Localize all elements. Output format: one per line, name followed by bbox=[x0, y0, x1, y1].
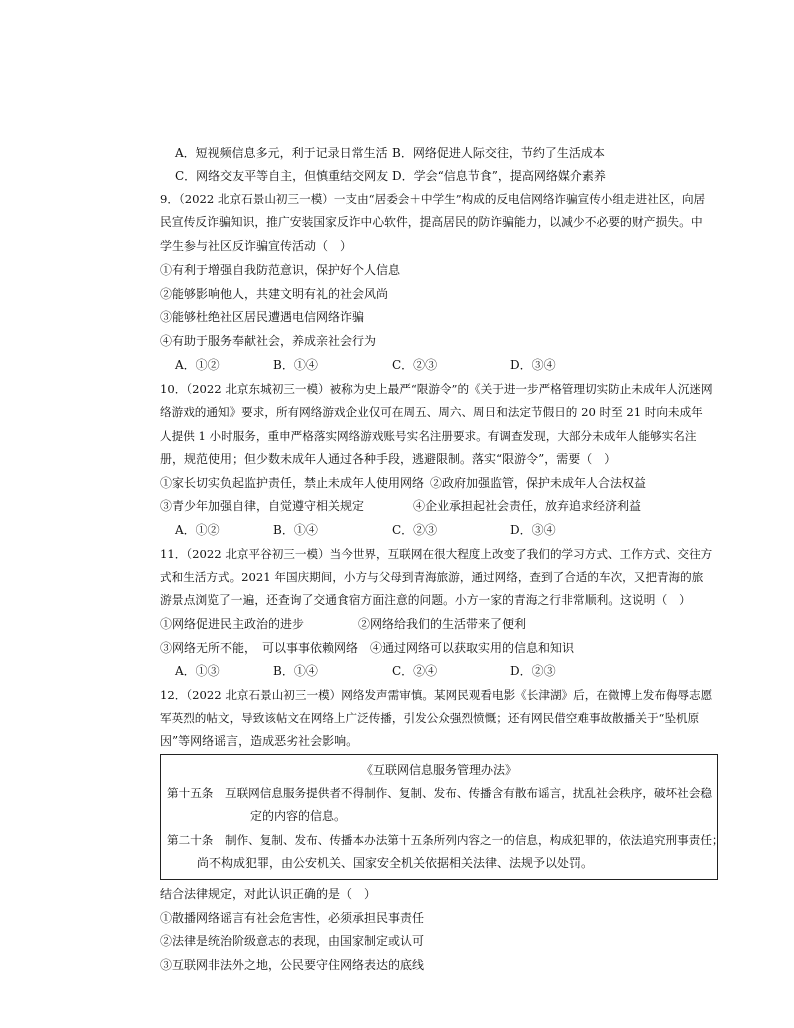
q9-option-a: A．①② bbox=[175, 358, 220, 372]
law-article-15-line-2: 定的内容的信息。 bbox=[250, 809, 347, 823]
q10-stem-line-1: 10．（2022 北京东城初三一模）被称为史上最严“限游令”的《关于进一步严格管理切实防止未成年人沉迷网 bbox=[160, 382, 713, 396]
q11-item-2: ②网络给我们的生活带来了便利 bbox=[358, 617, 527, 631]
law-article-15-line-1: 第十五条 互联网信息服务提供者不得制作、复制、发布、传播含有散布谣言，扰乱社会秩序，破坏社会稳 bbox=[167, 786, 712, 800]
law-excerpt-box bbox=[160, 754, 724, 880]
q12-question: 结合法律规定，对此认识正确的是（ ） bbox=[160, 887, 377, 901]
q10-item-2: ②政府加强监管，保护未成年人合法权益 bbox=[430, 476, 647, 490]
q12-item-3: ③互联网非法外之地，公民要守住网络表达的底线 bbox=[160, 958, 425, 972]
q9-option-c: C．②③ bbox=[392, 358, 438, 372]
q8-option-d: D．学会“信息节食”，提高网络媒介素养 bbox=[392, 169, 606, 183]
q9-item-3: ③能够杜绝社区居民遭遇电信网络诈骗 bbox=[160, 310, 365, 324]
q10-option-d: D．③④ bbox=[510, 523, 556, 537]
q11-stem-line-1: 11．（2022 北京平谷初三一模）当今世界，互联网在很大程度上改变了我们的学习方式、工作方式、交往方 bbox=[160, 547, 713, 561]
q11-stem-line-2: 式和生活方式。2021 年国庆期间，小方与父母到青海旅游，通过网络，查到了合适的车次，又把青海的旅 bbox=[160, 570, 704, 584]
q10-item-3: ③青少年加强自律，自觉遵守相关规定 bbox=[160, 499, 365, 513]
q11-option-d: D．②③ bbox=[510, 664, 556, 678]
q9-stem-line-2: 民宣传反诈骗知识，推广安装国家反诈中心软件，提高居民的防诈骗能力，以减少不必要的财产损失。中 bbox=[160, 215, 703, 229]
q10-item-4: ④企业承担起社会责任，放弃追求经济利益 bbox=[413, 499, 642, 513]
q8-option-a: A．短视频信息多元，利于记录日常生活 bbox=[175, 146, 388, 160]
q12-stem-line-2: 军英烈的帖文，导致该帖文在网络上广泛传播，引发公众强烈愤慨；还有网民借空难事故散播关于“坠机原 bbox=[160, 711, 700, 725]
q12-stem-line-1: 12．（2022 北京石景山初三一模）网络发声需审慎。某网民观看电影《长津湖》后，在微博上发布侮辱志愿 bbox=[160, 688, 713, 702]
q11-option-b: B．①④ bbox=[273, 664, 318, 678]
q11-item-3: ③网络无所不能， 可以事事依赖网络 bbox=[160, 641, 359, 655]
q8-option-b: B．网络促进人际交往，节约了生活成本 bbox=[392, 146, 605, 160]
q12-stem-line-3: 因”等网络谣言，造成恶劣社会影响。 bbox=[160, 734, 359, 748]
q9-item-1: ①有利于增强自我防范意识，保护好个人信息 bbox=[160, 263, 401, 277]
q10-item-1: ①家长切实负起监护责任，禁止未成年人使用网络 bbox=[160, 476, 425, 490]
q11-item-4: ④通过网络可以获取实用的信息和知识 bbox=[370, 641, 575, 655]
q12-item-1: ①散播网络谣言有社会危害性，必须承担民事责任 bbox=[160, 911, 425, 925]
q9-stem-line-1: 9．（2022 北京石景山初三一模）一支由“居委会＋中学生”构成的反电信网络诈骗宣传小组走进社区，向居 bbox=[160, 192, 706, 206]
q10-option-c: C．②③ bbox=[392, 523, 438, 537]
q9-item-4: ④有助于服务奉献社会，养成亲社会行为 bbox=[160, 334, 377, 348]
q10-stem-line-3: 人提供 1 小时服务，重申严格落实网络游戏账号实名注册要求。有调查发现，大部分未成年人能够实名注 bbox=[160, 429, 697, 443]
q11-stem-line-3: 游景点浏览了一遍，还查询了交通食宿方面注意的问题。小方一家的青海之行非常顺利。这说明（ ） bbox=[160, 593, 691, 607]
q9-option-b: B．①④ bbox=[273, 358, 318, 372]
q8-option-c: C．网络交友平等自主，但慎重结交网友 bbox=[175, 169, 389, 183]
q10-option-a: A．①② bbox=[175, 523, 220, 537]
q12-item-2: ②法律是统治阶级意志的表现，由国家制定或认可 bbox=[160, 934, 425, 948]
q9-stem-line-3: 学生参与社区反诈骗宣传活动（ ） bbox=[160, 239, 353, 253]
law-title: 《互联网信息服务管理办法》 bbox=[360, 763, 517, 777]
q11-option-a: A．①③ bbox=[175, 664, 220, 678]
q9-option-d: D．③④ bbox=[510, 358, 556, 372]
q10-stem-line-2: 络游戏的通知》要求，所有网络游戏企业仅可在周五、周六、周日和法定节假日的 20 时至 21 时向未成年 bbox=[160, 405, 703, 419]
law-article-20-line-2: 尚不构成犯罪，由公安机关、国家安全机关依据相关法律、法规予以处罚。 bbox=[197, 856, 594, 870]
q11-option-c: C．②④ bbox=[392, 664, 438, 678]
q10-option-b: B．①④ bbox=[273, 523, 318, 537]
q11-item-1: ①网络促进民主政治的进步 bbox=[160, 617, 305, 631]
law-article-20-line-1: 第二十条 制作、复制、发布、传播本办法第十五条所列内容之一的信息，构成犯罪的，依法追究刑事责任； bbox=[167, 833, 724, 847]
q10-stem-line-4: 册，规范使用；但少数未成年人通过各种手段，逃避限制。落实“限游令”，需要（ ） bbox=[160, 452, 617, 466]
q9-item-2: ②能够影响他人，共建文明有礼的社会风尚 bbox=[160, 287, 389, 301]
